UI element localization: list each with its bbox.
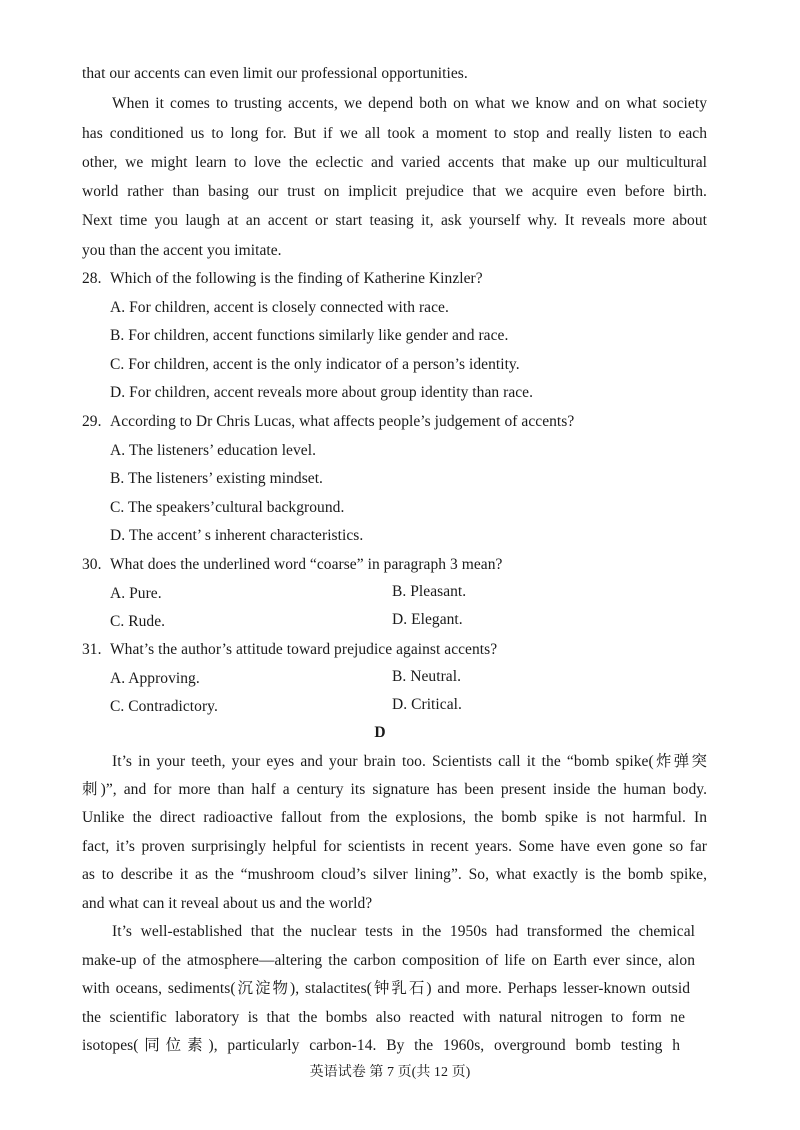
question-30-option-a: A. Pure.	[110, 585, 162, 602]
question-29-option-c: C. The speakers’cultural background.	[110, 499, 345, 516]
question-31-option-c: C. Contradictory.	[110, 698, 218, 715]
question-28-option-a: A. For children, accent is closely connected with race.	[110, 299, 449, 316]
question-30-option-c: C. Rude.	[110, 613, 166, 630]
passage-d-p2-line: It’s well-established that the nuclear tests in the 1950s had transformed the chemical	[112, 923, 695, 940]
passage-c-final-line: you than the accent you imitate.	[82, 242, 282, 259]
passage-c-tail-line: that our accents can even limit our professional opportunities.	[82, 65, 468, 82]
passage-d-p1-line: and what can it reveal about us and the world?	[82, 895, 373, 912]
passage-d-heading: D	[374, 724, 386, 741]
passage-c-final-line: world rather than basing our trust on implicit prejudice that we acquire even before birth.	[82, 183, 707, 200]
passage-c-final-line: Next time you laugh at an accent or start teasing it, ask yourself why. It reveals more about	[82, 212, 707, 229]
question-30-stem: What does the underlined word “coarse” in paragraph 3 mean?	[110, 556, 503, 573]
passage-c-final-line: When it comes to trusting accents, we depend both on what we know and on what society	[112, 95, 707, 112]
question-28-option-b: B. For children, accent functions similarly like gender and race.	[110, 327, 509, 344]
question-31-stem: What’s the author’s attitude toward prejudice against accents?	[110, 641, 498, 658]
passage-d-p1-line: as to describe it as the “mushroom cloud’s silver lining”. So, what exactly is the bomb spike,	[82, 866, 707, 883]
question-29-stem: According to Dr Chris Lucas, what affects people’s judgement of accents?	[110, 413, 575, 430]
passage-d-p1-line: 刺)”, and for more than half a century its signature has been present inside the human body.	[82, 781, 707, 798]
question-31-number: 31.	[82, 641, 102, 658]
question-29-number: 29.	[82, 413, 102, 430]
question-30-option-d: D. Elegant.	[392, 611, 463, 628]
question-28-number: 28.	[82, 270, 102, 287]
question-29-option-a: A. The listeners’ education level.	[110, 442, 316, 459]
question-29-option-d: D. The accent’ s inherent characteristics.	[110, 527, 364, 544]
question-31-option-d: D. Critical.	[392, 696, 462, 713]
passage-d-p2-line: the scientific laboratory is that the bombs also reacted with natural nitrogen to form ne	[82, 1009, 685, 1026]
question-31-option-b: B. Neutral.	[392, 668, 461, 685]
question-28-stem: Which of the following is the finding of Katherine Kinzler?	[110, 270, 483, 287]
question-30-option-b: B. Pleasant.	[392, 583, 467, 600]
question-30-number: 30.	[82, 556, 102, 573]
question-28-option-c: C. For children, accent is the only indicator of a person’s identity.	[110, 356, 520, 373]
passage-d-p2-line: make-up of the atmosphere—altering the carbon composition of life on Earth ever since, alon	[82, 952, 695, 969]
question-29-option-b: B. The listeners’ existing mindset.	[110, 470, 323, 487]
passage-d-p2-line: with oceans, sediments(沉淀物), stalactites(钟乳石) and more. Perhaps lesser-known outsid	[82, 980, 690, 997]
passage-d-p1-line: Unlike the direct radioactive fallout from the explosions, the bomb spike is not harmful. In	[82, 809, 707, 826]
question-28-option-d: D. For children, accent reveals more about group identity than race.	[110, 384, 534, 401]
question-31-option-a: A. Approving.	[110, 670, 200, 687]
page-footer: 英语试卷 第 7 页(共 12 页)	[309, 1065, 471, 1080]
passage-c-final-line: other, we might learn to love the eclectic and varied accents that make up our multicultural	[82, 154, 707, 171]
passage-d-p2-line: isotopes(同位素), particularly carbon-14. By the 1960s, overground bomb testing h	[82, 1037, 680, 1054]
passage-d-p1-line: fact, it’s proven surprisingly helpful for scientists in recent years. Some have even gone so far	[82, 838, 707, 855]
passage-d-p1-line: It’s in your teeth, your eyes and your brain too. Scientists call it the “bomb spike(炸弹突	[112, 753, 707, 770]
passage-c-final-line: has conditioned us to long for. But if we all took a moment to stop and really listen to each	[82, 125, 707, 142]
